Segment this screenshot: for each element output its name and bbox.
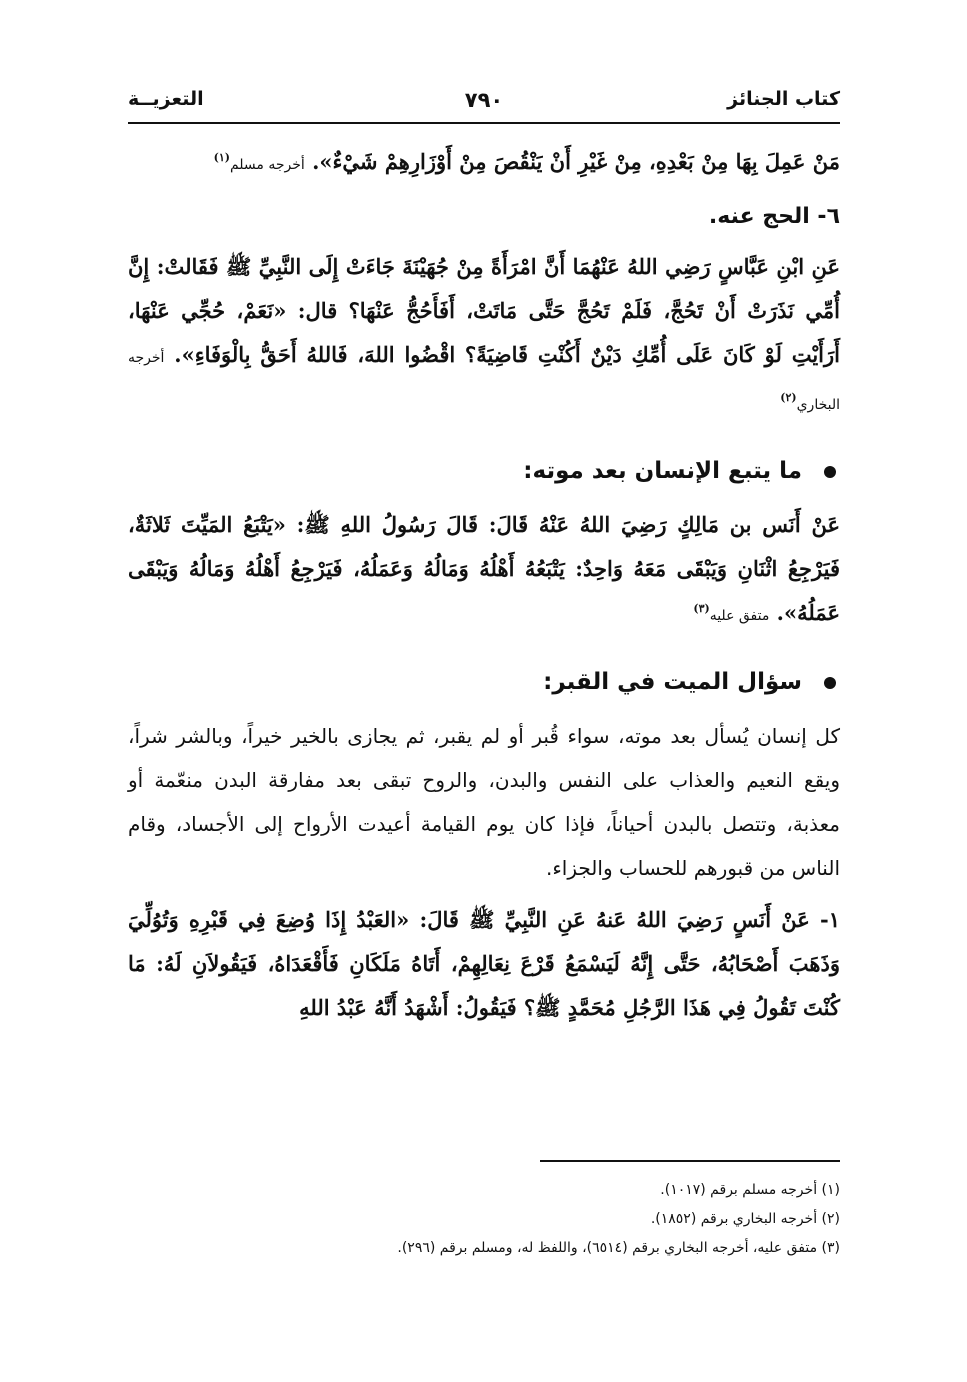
footnote-divider: [540, 1160, 840, 1162]
page-number: ٧٩٠: [464, 88, 504, 112]
grave-hadith-1: ١- عَنْ أَنَسٍ رَضِيَ اللهُ عَنهُ عَنِ النَّبِيِّ ﷺ قَالَ: «العَبْدُ إِذَا وُضِعَ فِي قَبْرِهِ وَتُوُلِّيَ وَذَهَبَ أَصْحَابُهُ، حَتَّى إِنَّهُ لَيَسْمَعُ قَرْعَ نِعَالِهِمْ، أَتَاهُ مَلَكَانِ فَأَقْعَدَاهُ، فَيَقُولاَنِ لَهُ: مَا كُنْتَ تَقُولُ فِي هَذَا الرَّجُلِ مُحَمَّدٍ ﷺ؟ فَيَقُولُ: أَشْهَدُ أَنَّهُ عَبْدُ اللهِ: [128, 907, 840, 1020]
continuation-paragraph: [128, 140, 840, 187]
bullet-icon: [824, 677, 836, 689]
main-text: [128, 140, 840, 1030]
footnote-2: (٢) أخرجه البخاري برقم (١٨٥٢).: [650, 1211, 840, 1227]
source-citation: متفق عليه: [709, 608, 770, 624]
footnotes: [128, 1160, 840, 1263]
running-header: [128, 82, 840, 124]
footnote-ref: (٢): [780, 391, 797, 404]
heading-text: ما يتبع الإنسان بعد موته:: [523, 458, 802, 484]
book-page: [128, 0, 840, 1382]
source-citation: أخرجه البخاري: [128, 350, 840, 413]
section-heading-follows: [128, 449, 840, 493]
heading-text: سؤال الميت في القبر:: [543, 669, 802, 695]
section-title: التعزيــة: [128, 88, 204, 110]
section-heading-grave: [128, 660, 840, 704]
source-citation: أخرجه مسلم: [229, 157, 305, 173]
footnote-ref: (١): [213, 151, 230, 164]
footnote-1: (١) أخرجه مسلم برقم (١٠١٧).: [660, 1182, 840, 1198]
follows-paragraph: [128, 503, 840, 638]
hadith-text: مَنْ عَمِلَ بِهَا مِنْ بَعْدِهِ، مِنْ غَيْرِ أَنْ يَنْقُصَ مِنْ أَوْزَارِهِمْ شَيْءٌ».: [312, 149, 840, 174]
grave-explanation: كل إنسان يُسأل بعد موته، سواء قُبر أو لم يقبر، ثم يجازى بالخير خيراً، وبالشر شراً، ويقع النعيم والعذاب على النفس والبدن، والروح تبقى بعد مفارقة البدن منعّمة أو معذبة، وتتصل بالبدن أحياناً، فإذا كان يوم القيامة أعيدت الأرواح إلى الأجساد، وقام الناس من قبورهم للحساب والجزاء.: [128, 724, 840, 880]
hajj-paragraph: [128, 245, 840, 427]
hadith-text: عَنِ ابْنِ عَبَّاسٍ رَضِي اللهُ عَنْهُمَا أَنَّ امْرَأَةً مِنْ جُهَيْنَةَ جَاءَتْ إِلَى النَّبِيِّ ﷺ فَقَالتْ: إِنَّ أُمِّي نَذَرَتْ أَنْ تَحُجَّ، فَلَمْ تَحُجَّ حَتَّى مَاتَتْ، أَفَأَحُجُّ عَنْهَا؟ قال: «نَعَمْ، حُجِّي عَنْهَا، أَرَأَيْتِ لَوْ كَانَ عَلَى أُمِّكِ دَيْنٌ أَكُنْتِ قَاضِيَةً؟ اقْضُوا اللهَ، فَاللهُ أَحَقُّ بِالْوَفَاءِ».: [128, 254, 840, 367]
item-heading-hajj: ٦- الحج عنه.: [708, 204, 840, 229]
footnote-ref: (٣): [693, 602, 710, 615]
hadith-text: عَنْ أَنَس بن مَالِكٍ رَضِيَ اللهُ عَنْهُ قَالَ: قَالَ رَسُولُ اللهِ ﷺ: «يَتْبَعُ المَيِّتَ ثَلاثَةٌ، فَيَرْجِعُ اثْنَانِ وَيَبْقَى مَعَهُ وَاحِدٌ: يَتْبَعُهُ أَهْلُهُ وَمَالُهُ وَعَمَلُهُ، فَيَرْجِعُ أَهْلُهُ وَمَالُهُ وَيَبْقَى عَمَلُهُ».: [128, 512, 840, 625]
book-title: كتاب الجنائز: [727, 88, 840, 110]
bullet-icon: [824, 466, 836, 478]
footnote-3: (٣) متفق عليه، أخرجه البخاري برقم (٦٥١٤)، واللفظ له، ومسلم برقم (٢٩٦).: [397, 1240, 840, 1256]
